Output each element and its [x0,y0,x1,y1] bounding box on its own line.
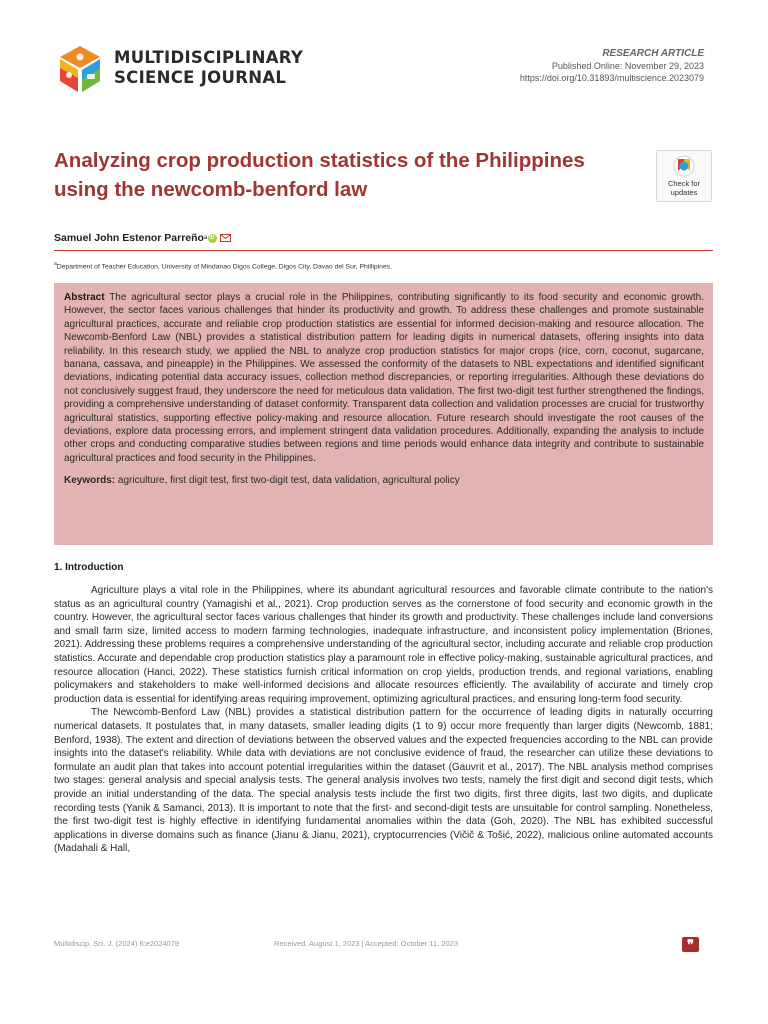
intro-paragraph-2: The Newcomb-Benford Law (NBL) provides a statistical distribution pattern for the occurrence of leading digits in naturally occurring numerical datasets. It postulates that, in many datasets, smaller leading digits (1 to 9) occur more frequently than larger digits (Newcomb, 1881; Benford, 1938). The extent and direction of deviations between the observed values and the expected frequencies according to the NBL can provide insights into the dataset's reliability. While data with deviations are not conclusive evidence of fraud, the researcher can utilize these deviations to formulate an audit plan that takes into account potential irregularities within the dataset (Gauvrit et al., 2017). The NBL analysis method comprises two stages: general analysis and special analysis tests. The general analysis involves two tests, namely the first digit and second digit tests, which provide an initial understanding of the data. The special analysis tests include the first two digits, first three digits, last two digits, and duplicate recording tests (Yanik & Samanci, 2013). It is important to note that the first- and second-digit tests are unsuitable for control sampling. Nonetheless, the first two-digit test is highly effective in identifying fundamental anomalies within the data (Goh, 2020). The NBL has exhibited successful applications in diverse domains such as finance (Jianu & Jianu, 2021), cryptocurrencies (Vičič & Tošić, 2022), malicious online automated accounts (Madahali & Hall, [54,707,713,855]
published-date: Published Online: November 29, 2023 [551,61,704,71]
abstract-label: Abstract [64,292,105,303]
crossmark-icon [673,155,695,179]
author-line [54,232,231,244]
doi-link[interactable]: https://doi.org/10.31893/multiscience.2023079 [519,73,704,83]
check-updates-line1: Check for [667,179,701,188]
page-footer [54,937,713,951]
keywords-text: agriculture, first digit test, first two-digit test, data validation, agricultural policy [117,475,460,487]
abstract-paragraph [64,291,704,465]
section-heading-introduction: 1. Introduction [54,562,124,573]
journal-name-line1: MULTIDISCIPLINARY [114,48,304,67]
journal-name-line2: SCIENCE JOURNAL [114,68,287,87]
journal-logo-icon [54,44,106,96]
abstract-box [54,283,713,545]
journal-name [114,48,303,88]
email-icon[interactable] [220,234,231,242]
article-title: Analyzing crop production statistics of the Philippines using the newcomb-benford law [54,149,585,201]
footer-dates: Received: August 1, 2023 | Accepted: October 11, 2023 [274,939,459,948]
affiliation-superscript: a [54,261,57,267]
quote-icon[interactable]: ❞ [682,937,699,952]
article-meta [520,47,704,84]
footer-citation: Multidiscip. Sci. J. (2024) 6:e2024079 [54,939,180,948]
orcid-icon[interactable] [208,234,217,243]
title-divider [54,250,713,251]
keywords [64,474,704,487]
article-type: RESEARCH ARTICLE [602,48,704,59]
affiliation [54,261,392,270]
abstract-text: The agricultural sector plays a crucial role in the Philippines, contributing significantly to its food security and economic growth. However, the sector faces various challenges that hinder its productivity and growth. To address these challenges and promote sustainable agricultural practices, accurate and reliable crop production statistics are essential for informed decision-making and resource allocation. The Newcomb-Benford Law (NBL) provides a statistical distribution pattern for leading digits in numerical datasets, offering insights into data reliability. In this research study, we applied the NBL to analyze crop production statistics for major crops (rice, corn, coconut, sugarcane, banana, cassava, and pineapple) in the Philippines. We assessed the conformity of the datasets to NBL expectations and identified significant deviations, indicating potential data accuracy issues, collection method discrepancies, or reporting irregularities. Although these deviations do not conclusively suggest fraud, they underscore the need for meticulous data validation. The first two-digit test further strengthened the findings, providing a comprehensive understanding of dataset conformity. Transparent data collection and validation processes are crucial for trustworthy agricultural statistics, supporting effective policy-making and resource allocation. Future research should investigate the root causes of the deviations, explore data processing errors, and implement stringent data validation procedures. Additionally, expanding the analysis to include other crops and conducting comparative studies between regions and time periods would enhance data integrity and contribute to sustainable agricultural practices and food security in the Philippines. [64,292,704,464]
author-superscript: a [203,235,208,241]
author-name[interactable]: Samuel John Estenor Parreño [54,232,204,244]
introduction-body [54,584,713,856]
keywords-label: Keywords: [64,475,116,487]
intro-paragraph-1: Agriculture plays a vital role in the Philippines, where its abundant agricultural resources and favorable climate contribute to the nation's status as an agricultural country (Yamagishi et al., 2021). Crop production serves as the cornerstone of food security and economic growth in the country. However, the agricultural sector faces various challenges that hinder its growth and productivity. These challenges include land conversions and small farm size, limited access to modern farming technologies, inadequate infrastructure, and inconsistent policy implementation (Briones, 2021). Addressing these problems requires a comprehensive understanding of the agricultural sector, including accurate and reliable crop production statistics. Accurate and dependable crop production statistics play a paramount role in effective policy-making, sustainable agricultural practices, and resource allocation (Hanci, 2022). These statistics furnish critical information on crop yields, production trends, and regional variations, enabling policymakers and stakeholders to make well-informed decisions and allocate resources efficiently. The availability of accurate and timely crop production data is essential for identifying areas requiring improvement, optimizing agricultural practices, and ensuring long-term food security. [54,585,713,705]
check-for-updates-button[interactable] [656,150,712,202]
check-updates-line2: updates [670,188,698,197]
affiliation-text: Department of Teacher Education, University of Mindanao Digos College, Digos City, Davao del Sur, Phillipines. [56,263,393,271]
